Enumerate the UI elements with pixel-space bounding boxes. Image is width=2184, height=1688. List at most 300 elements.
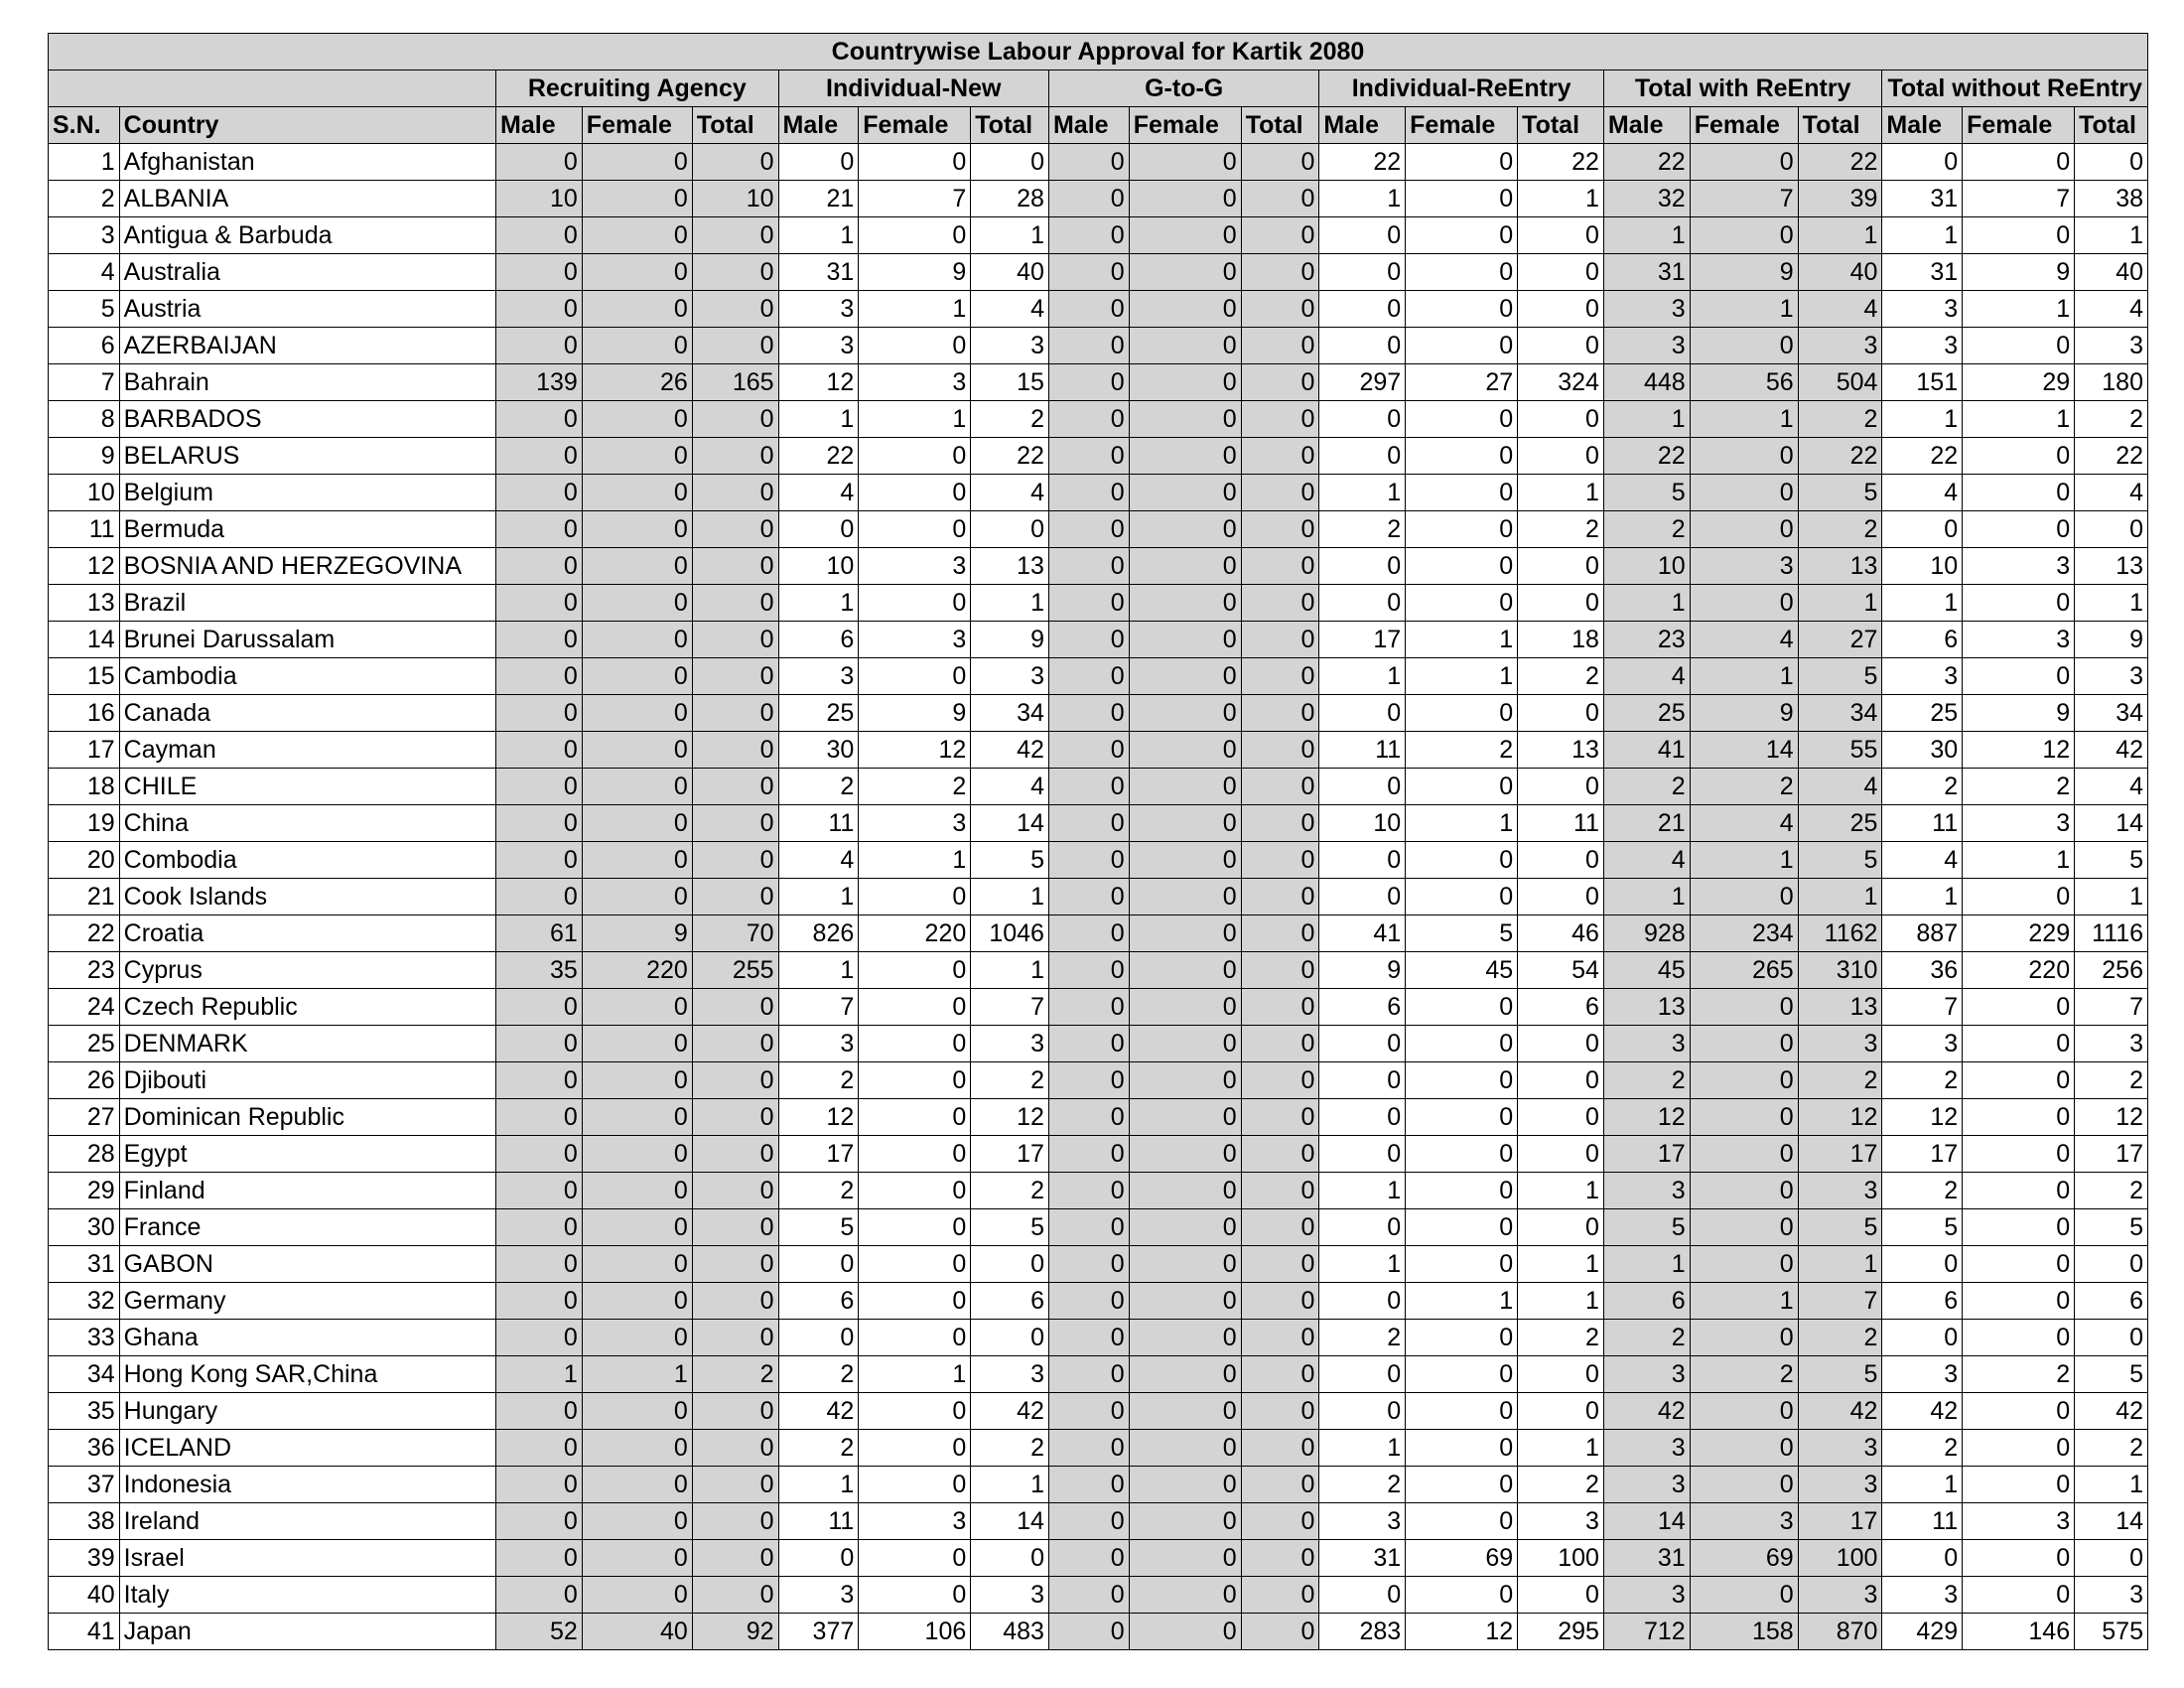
value-cell: 10 <box>778 548 859 585</box>
value-cell: 0 <box>1129 952 1241 989</box>
country-cell: Israel <box>119 1540 495 1577</box>
value-cell: 0 <box>692 144 778 181</box>
value-cell: 0 <box>1129 622 1241 658</box>
value-cell: 3 <box>2075 1026 2148 1062</box>
value-cell: 2 <box>971 1173 1049 1209</box>
value-cell: 0 <box>2075 511 2148 548</box>
value-cell: 0 <box>582 805 692 842</box>
country-cell: Cayman <box>119 732 495 769</box>
value-cell: 1 <box>778 401 859 438</box>
value-cell: 2 <box>1319 511 1406 548</box>
sn-cell: 19 <box>49 805 120 842</box>
value-cell: 0 <box>496 585 583 622</box>
country-cell: Hong Kong SAR,China <box>119 1356 495 1393</box>
value-cell: 0 <box>1406 989 1518 1026</box>
value-cell: 0 <box>692 695 778 732</box>
value-cell: 0 <box>1319 401 1406 438</box>
country-cell: Italy <box>119 1577 495 1614</box>
value-cell: 139 <box>496 364 583 401</box>
value-cell: 0 <box>1129 364 1241 401</box>
spreadsheet-page <box>48 33 2148 1650</box>
value-cell: 0 <box>778 1320 859 1356</box>
value-cell: 9 <box>1690 695 1798 732</box>
value-cell: 11 <box>778 1503 859 1540</box>
value-cell: 42 <box>1882 1393 1963 1430</box>
value-cell: 1 <box>1319 1430 1406 1467</box>
value-cell: 0 <box>1241 1430 1319 1467</box>
value-cell: 0 <box>496 989 583 1026</box>
value-cell: 1 <box>1603 401 1690 438</box>
value-cell: 1 <box>859 401 971 438</box>
value-cell: 0 <box>1048 364 1129 401</box>
value-cell: 0 <box>1319 328 1406 364</box>
value-cell: 0 <box>859 1173 971 1209</box>
value-cell: 0 <box>1241 1209 1319 1246</box>
value-cell: 0 <box>1406 291 1518 328</box>
table-row <box>49 1320 2148 1356</box>
value-cell: 0 <box>1319 1026 1406 1062</box>
value-cell: 31 <box>1603 1540 1690 1577</box>
value-cell: 0 <box>692 1026 778 1062</box>
value-cell: 4 <box>971 769 1049 805</box>
value-cell: 3 <box>1603 291 1690 328</box>
value-cell: 0 <box>1129 1246 1241 1283</box>
column-header-female: Female <box>582 107 692 144</box>
value-cell: 0 <box>1319 1099 1406 1136</box>
value-cell: 69 <box>1690 1540 1798 1577</box>
value-cell: 0 <box>1963 144 2075 181</box>
value-cell: 3 <box>1798 1467 1882 1503</box>
value-cell: 0 <box>1963 658 2075 695</box>
value-cell: 0 <box>1048 401 1129 438</box>
value-cell: 31 <box>778 254 859 291</box>
value-cell: 0 <box>692 732 778 769</box>
value-cell: 429 <box>1882 1614 1963 1650</box>
value-cell: 22 <box>1603 144 1690 181</box>
value-cell: 0 <box>1048 1503 1129 1540</box>
value-cell: 70 <box>692 915 778 952</box>
value-cell: 14 <box>1690 732 1798 769</box>
value-cell: 0 <box>496 511 583 548</box>
value-cell: 0 <box>1690 1430 1798 1467</box>
column-header-total: Total <box>692 107 778 144</box>
sn-cell: 17 <box>49 732 120 769</box>
value-cell: 0 <box>1406 769 1518 805</box>
value-cell: 0 <box>1518 695 1604 732</box>
value-cell: 0 <box>692 401 778 438</box>
sn-cell: 21 <box>49 879 120 915</box>
table-row <box>49 328 2148 364</box>
country-cell: Cambodia <box>119 658 495 695</box>
value-cell: 0 <box>692 254 778 291</box>
column-header-male: Male <box>1048 107 1129 144</box>
value-cell: 9 <box>1963 695 2075 732</box>
value-cell: 5 <box>2075 842 2148 879</box>
value-cell: 0 <box>859 1136 971 1173</box>
value-cell: 1 <box>2075 585 2148 622</box>
value-cell: 22 <box>1798 144 1882 181</box>
value-cell: 2 <box>1518 1467 1604 1503</box>
value-cell: 0 <box>1241 217 1319 254</box>
value-cell: 0 <box>1319 842 1406 879</box>
value-cell: 0 <box>692 658 778 695</box>
table-row <box>49 1393 2148 1430</box>
value-cell: 0 <box>1129 511 1241 548</box>
value-cell: 1 <box>1690 401 1798 438</box>
value-cell: 0 <box>1241 732 1319 769</box>
value-cell: 0 <box>496 769 583 805</box>
value-cell: 3 <box>778 658 859 695</box>
value-cell: 0 <box>1690 1393 1798 1430</box>
table-row <box>49 511 2148 548</box>
value-cell: 0 <box>1406 1467 1518 1503</box>
value-cell: 0 <box>971 511 1049 548</box>
table-row <box>49 1026 2148 1062</box>
value-cell: 3 <box>971 1577 1049 1614</box>
value-cell: 17 <box>1319 622 1406 658</box>
country-cell: Bahrain <box>119 364 495 401</box>
value-cell: 0 <box>1129 401 1241 438</box>
column-header-female: Female <box>1406 107 1518 144</box>
value-cell: 0 <box>859 1393 971 1430</box>
value-cell: 2 <box>1518 1320 1604 1356</box>
value-cell: 2 <box>1406 732 1518 769</box>
sn-cell: 3 <box>49 217 120 254</box>
value-cell: 0 <box>1241 879 1319 915</box>
value-cell: 0 <box>1882 144 1963 181</box>
value-cell: 22 <box>1603 438 1690 475</box>
value-cell: 0 <box>1241 291 1319 328</box>
value-cell: 0 <box>1690 1136 1798 1173</box>
value-cell: 1 <box>1690 842 1798 879</box>
value-cell: 0 <box>496 658 583 695</box>
value-cell: 0 <box>692 1062 778 1099</box>
sn-cell: 36 <box>49 1430 120 1467</box>
value-cell: 42 <box>2075 732 2148 769</box>
value-cell: 0 <box>1518 1136 1604 1173</box>
value-cell: 0 <box>1048 769 1129 805</box>
value-cell: 0 <box>1048 915 1129 952</box>
value-cell: 41 <box>1603 732 1690 769</box>
value-cell: 6 <box>1882 622 1963 658</box>
value-cell: 12 <box>778 364 859 401</box>
value-cell: 0 <box>1319 585 1406 622</box>
value-cell: 6 <box>1603 1283 1690 1320</box>
table-row <box>49 805 2148 842</box>
value-cell: 1 <box>1603 1246 1690 1283</box>
table-row <box>49 364 2148 401</box>
value-cell: 0 <box>1048 1430 1129 1467</box>
value-cell: 27 <box>1798 622 1882 658</box>
value-cell: 0 <box>1048 952 1129 989</box>
table-row <box>49 952 2148 989</box>
sn-cell: 37 <box>49 1467 120 1503</box>
value-cell: 3 <box>1798 1577 1882 1614</box>
value-cell: 0 <box>1319 548 1406 585</box>
value-cell: 0 <box>692 1283 778 1320</box>
country-cell: Japan <box>119 1614 495 1650</box>
value-cell: 0 <box>582 181 692 217</box>
value-cell: 0 <box>1241 695 1319 732</box>
value-cell: 0 <box>1319 1283 1406 1320</box>
table-row <box>49 585 2148 622</box>
value-cell: 0 <box>1518 438 1604 475</box>
value-cell: 0 <box>1241 328 1319 364</box>
table-row <box>49 879 2148 915</box>
value-cell: 0 <box>1518 1209 1604 1246</box>
value-cell: 0 <box>859 1577 971 1614</box>
value-cell: 25 <box>1882 695 1963 732</box>
value-cell: 0 <box>1048 622 1129 658</box>
value-cell: 0 <box>1241 1393 1319 1430</box>
value-cell: 0 <box>1048 1393 1129 1430</box>
table-row <box>49 1246 2148 1283</box>
value-cell: 0 <box>1129 1614 1241 1650</box>
value-cell: 3 <box>1603 1173 1690 1209</box>
value-cell: 0 <box>1129 1173 1241 1209</box>
table-row <box>49 1173 2148 1209</box>
value-cell: 13 <box>1603 989 1690 1026</box>
value-cell: 0 <box>1319 1136 1406 1173</box>
value-cell: 0 <box>496 1026 583 1062</box>
value-cell: 0 <box>1690 1062 1798 1099</box>
value-cell: 5 <box>1406 915 1518 952</box>
value-cell: 1 <box>582 1356 692 1393</box>
value-cell: 22 <box>1518 144 1604 181</box>
table-row <box>49 1614 2148 1650</box>
value-cell: 0 <box>1319 695 1406 732</box>
value-cell: 12 <box>859 732 971 769</box>
value-cell: 25 <box>1798 805 1882 842</box>
value-cell: 0 <box>692 805 778 842</box>
value-cell: 0 <box>582 1393 692 1430</box>
value-cell: 3 <box>1882 328 1963 364</box>
value-cell: 3 <box>1798 1026 1882 1062</box>
country-cell: Hungary <box>119 1393 495 1430</box>
country-cell: Croatia <box>119 915 495 952</box>
value-cell: 0 <box>1241 989 1319 1026</box>
country-cell: Antigua & Barbuda <box>119 217 495 254</box>
value-cell: 1 <box>778 585 859 622</box>
value-cell: 0 <box>692 217 778 254</box>
value-cell: 25 <box>1603 695 1690 732</box>
value-cell: 9 <box>2075 622 2148 658</box>
value-cell: 0 <box>1690 328 1798 364</box>
value-cell: 0 <box>582 254 692 291</box>
value-cell: 3 <box>1603 1467 1690 1503</box>
value-cell: 0 <box>496 475 583 511</box>
value-cell: 2 <box>1963 1356 2075 1393</box>
value-cell: 0 <box>1129 1503 1241 1540</box>
value-cell: 0 <box>1129 254 1241 291</box>
value-cell: 0 <box>582 401 692 438</box>
value-cell: 3 <box>2075 328 2148 364</box>
value-cell: 1046 <box>971 915 1049 952</box>
sn-cell: 22 <box>49 915 120 952</box>
country-cell: Brunei Darussalam <box>119 622 495 658</box>
table-row <box>49 769 2148 805</box>
group-header-total-with-reentry: Total with ReEntry <box>1603 70 1881 107</box>
country-cell: Egypt <box>119 1136 495 1173</box>
value-cell: 0 <box>1048 1026 1129 1062</box>
value-cell: 2 <box>2075 1062 2148 1099</box>
sn-cell: 12 <box>49 548 120 585</box>
value-cell: 0 <box>496 1540 583 1577</box>
value-cell: 3 <box>971 328 1049 364</box>
value-cell: 0 <box>1406 511 1518 548</box>
table-row <box>49 181 2148 217</box>
value-cell: 0 <box>1518 1356 1604 1393</box>
value-cell: 2 <box>1882 1062 1963 1099</box>
value-cell: 46 <box>1518 915 1604 952</box>
value-cell: 3 <box>1603 1356 1690 1393</box>
value-cell: 0 <box>1048 585 1129 622</box>
value-cell: 1 <box>859 1356 971 1393</box>
country-cell: GABON <box>119 1246 495 1283</box>
value-cell: 34 <box>2075 695 2148 732</box>
value-cell: 22 <box>1319 144 1406 181</box>
value-cell: 0 <box>1963 1062 2075 1099</box>
table-row <box>49 732 2148 769</box>
value-cell: 0 <box>582 1099 692 1136</box>
value-cell: 0 <box>496 1467 583 1503</box>
value-cell: 1 <box>1603 879 1690 915</box>
value-cell: 1 <box>859 291 971 328</box>
value-cell: 12 <box>1798 1099 1882 1136</box>
value-cell: 42 <box>971 732 1049 769</box>
value-cell: 0 <box>1518 1062 1604 1099</box>
value-cell: 7 <box>1963 181 2075 217</box>
value-cell: 1 <box>1690 658 1798 695</box>
value-cell: 0 <box>496 1283 583 1320</box>
value-cell: 2 <box>1518 658 1604 695</box>
value-cell: 0 <box>1882 511 1963 548</box>
value-cell: 0 <box>1690 1577 1798 1614</box>
value-cell: 0 <box>859 144 971 181</box>
value-cell: 0 <box>859 658 971 695</box>
value-cell: 12 <box>1963 732 2075 769</box>
value-cell: 14 <box>2075 805 2148 842</box>
value-cell: 3 <box>1798 1173 1882 1209</box>
value-cell: 0 <box>1518 1577 1604 1614</box>
value-cell: 2 <box>2075 401 2148 438</box>
value-cell: 0 <box>859 1246 971 1283</box>
value-cell: 0 <box>496 144 583 181</box>
value-cell: 0 <box>1963 1246 2075 1283</box>
country-cell: Dominican Republic <box>119 1099 495 1136</box>
country-cell: BELARUS <box>119 438 495 475</box>
column-header-male: Male <box>778 107 859 144</box>
value-cell: 0 <box>1241 769 1319 805</box>
value-cell: 2 <box>778 769 859 805</box>
country-cell: Indonesia <box>119 1467 495 1503</box>
value-cell: 0 <box>1518 585 1604 622</box>
value-cell: 0 <box>1406 1503 1518 1540</box>
value-cell: 0 <box>496 1503 583 1540</box>
value-cell: 0 <box>1048 1209 1129 1246</box>
value-cell: 1 <box>1319 1246 1406 1283</box>
value-cell: 30 <box>778 732 859 769</box>
table-row <box>49 989 2148 1026</box>
value-cell: 0 <box>1129 879 1241 915</box>
value-cell: 100 <box>1798 1540 1882 1577</box>
value-cell: 0 <box>1129 1209 1241 1246</box>
value-cell: 0 <box>1690 1246 1798 1283</box>
value-cell: 9 <box>1963 254 2075 291</box>
value-cell: 0 <box>1048 181 1129 217</box>
value-cell: 2 <box>971 1062 1049 1099</box>
value-cell: 0 <box>692 842 778 879</box>
value-cell: 2 <box>2075 1430 2148 1467</box>
value-cell: 0 <box>582 695 692 732</box>
value-cell: 0 <box>1241 585 1319 622</box>
value-cell: 0 <box>496 401 583 438</box>
value-cell: 22 <box>971 438 1049 475</box>
value-cell: 0 <box>1518 879 1604 915</box>
table-row <box>49 1577 2148 1614</box>
value-cell: 180 <box>2075 364 2148 401</box>
value-cell: 0 <box>859 1283 971 1320</box>
group-header-individual-reentry: Individual-ReEntry <box>1319 70 1604 107</box>
value-cell: 0 <box>1963 1540 2075 1577</box>
value-cell: 42 <box>971 1393 1049 1430</box>
value-cell: 9 <box>971 622 1049 658</box>
value-cell: 1 <box>1518 1246 1604 1283</box>
sn-cell: 11 <box>49 511 120 548</box>
value-cell: 1 <box>971 217 1049 254</box>
value-cell: 928 <box>1603 915 1690 952</box>
value-cell: 10 <box>496 181 583 217</box>
value-cell: 0 <box>1048 291 1129 328</box>
sn-cell: 2 <box>49 181 120 217</box>
value-cell: 25 <box>778 695 859 732</box>
country-cell: BARBADOS <box>119 401 495 438</box>
value-cell: 0 <box>1129 585 1241 622</box>
value-cell: 0 <box>1048 254 1129 291</box>
table-row <box>49 1099 2148 1136</box>
value-cell: 0 <box>692 475 778 511</box>
value-cell: 3 <box>1963 1503 2075 1540</box>
value-cell: 12 <box>778 1099 859 1136</box>
value-cell: 0 <box>859 475 971 511</box>
value-cell: 3 <box>971 1026 1049 1062</box>
value-cell: 0 <box>496 328 583 364</box>
value-cell: 0 <box>692 1467 778 1503</box>
value-cell: 1 <box>2075 1467 2148 1503</box>
value-cell: 14 <box>971 805 1049 842</box>
value-cell: 22 <box>778 438 859 475</box>
value-cell: 3 <box>1603 1026 1690 1062</box>
value-cell: 4 <box>1690 622 1798 658</box>
value-cell: 40 <box>971 254 1049 291</box>
country-cell: ALBANIA <box>119 181 495 217</box>
value-cell: 0 <box>496 1062 583 1099</box>
value-cell: 17 <box>971 1136 1049 1173</box>
table-row <box>49 438 2148 475</box>
value-cell: 0 <box>496 1246 583 1283</box>
value-cell: 0 <box>1690 475 1798 511</box>
value-cell: 0 <box>582 1026 692 1062</box>
value-cell: 4 <box>1882 842 1963 879</box>
value-cell: 0 <box>1690 144 1798 181</box>
value-cell: 0 <box>1518 291 1604 328</box>
sn-cell: 16 <box>49 695 120 732</box>
value-cell: 0 <box>1690 1173 1798 1209</box>
value-cell: 0 <box>1129 805 1241 842</box>
value-cell: 0 <box>1963 585 2075 622</box>
table-row <box>49 217 2148 254</box>
value-cell: 3 <box>859 548 971 585</box>
